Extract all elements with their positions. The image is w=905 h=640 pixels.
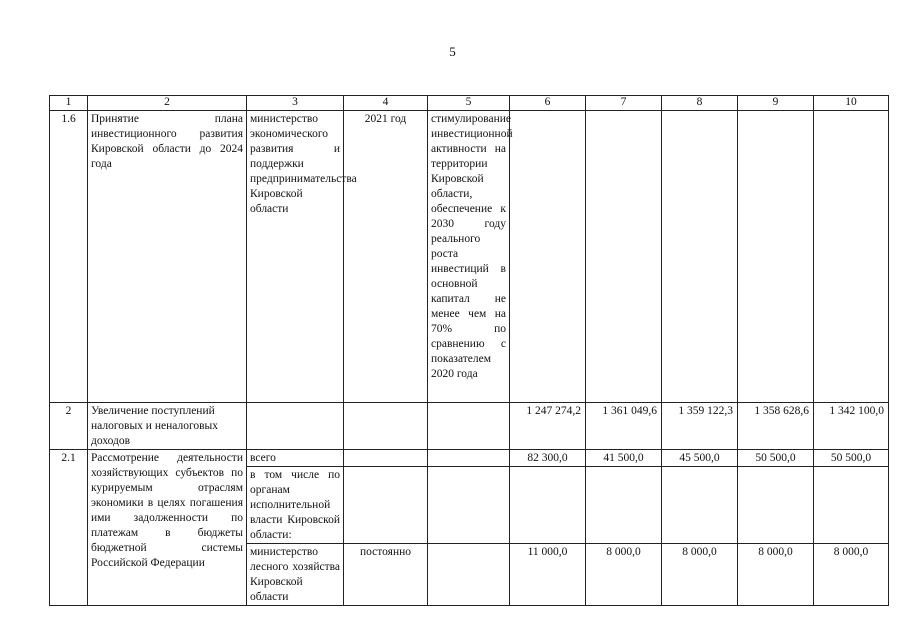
result-cell — [428, 403, 510, 450]
executor-cell: министерство экономического развития и поддержки предпринимательства Кировской области — [247, 111, 344, 403]
value-cell: 8 000,0 — [814, 544, 889, 606]
value-cell: 1 342 100,0 — [814, 403, 889, 450]
value-cell — [586, 467, 662, 544]
plan-table — [49, 95, 889, 606]
column-number: 3 — [247, 96, 344, 111]
result-cell — [428, 544, 510, 606]
column-number: 6 — [510, 96, 586, 111]
value-cell — [510, 111, 586, 403]
result-cell: стимулирование инвестиционной активности на территории Кировской области, обеспечение к 2030 году реального роста инвестиций в основной капитал не менее чем на 70% по сравнению с показателем 2020 года — [428, 111, 510, 403]
value-cell: 82 300,0 — [510, 450, 586, 467]
value-cell — [510, 467, 586, 544]
value-cell: 8 000,0 — [738, 544, 814, 606]
executor-cell: министерство лесного хозяйства Кировской области — [247, 544, 344, 606]
value-cell — [662, 111, 738, 403]
row-number: 2.1 — [50, 450, 88, 606]
value-cell: 50 500,0 — [738, 450, 814, 467]
value-cell — [586, 111, 662, 403]
value-cell: 8 000,0 — [586, 544, 662, 606]
row-number: 1.6 — [50, 111, 88, 403]
value-cell: 41 500,0 — [586, 450, 662, 467]
value-cell — [814, 467, 889, 544]
table-row — [50, 450, 889, 467]
column-number: 1 — [50, 96, 88, 111]
page-number: 5 — [449, 44, 456, 59]
row-number: 2 — [50, 403, 88, 450]
column-number: 2 — [88, 96, 247, 111]
table-row — [50, 403, 889, 450]
value-cell — [738, 467, 814, 544]
column-number: 4 — [344, 96, 428, 111]
value-cell: 1 247 274,2 — [510, 403, 586, 450]
value-cell: 45 500,0 — [662, 450, 738, 467]
executor-cell: в том числе по органам исполнительной власти Кировской области: — [247, 467, 344, 544]
value-cell — [738, 111, 814, 403]
event-cell: Увеличение поступлений налоговых и неналоговых доходов — [88, 403, 247, 450]
column-number: 7 — [586, 96, 662, 111]
result-cell — [428, 467, 510, 544]
event-cell: Рассмотрение деятельности хозяйствующих субъектов по курируемым отраслям экономики в целях погашения ими задолженности по платежам в бюджеты бюджетной системы Российской Федерации — [88, 450, 247, 606]
value-cell: 1 358 628,6 — [738, 403, 814, 450]
column-number: 9 — [738, 96, 814, 111]
term-cell: постоянно — [344, 544, 428, 606]
column-numbers-row — [50, 96, 889, 111]
column-number: 5 — [428, 96, 510, 111]
term-cell: 2021 год — [344, 111, 428, 403]
value-cell: 8 000,0 — [662, 544, 738, 606]
table-row — [50, 111, 889, 403]
value-cell: 50 500,0 — [814, 450, 889, 467]
event-cell: Принятие плана инвестиционного развития Кировской области до 2024 года — [88, 111, 247, 403]
value-cell — [814, 111, 889, 403]
term-cell — [344, 467, 428, 544]
term-cell — [344, 403, 428, 450]
value-cell: 11 000,0 — [510, 544, 586, 606]
result-cell — [428, 450, 510, 467]
value-cell: 1 361 049,6 — [586, 403, 662, 450]
column-number: 10 — [814, 96, 889, 111]
value-cell: 1 359 122,3 — [662, 403, 738, 450]
value-cell — [662, 467, 738, 544]
executor-cell: всего — [247, 450, 344, 467]
column-number: 8 — [662, 96, 738, 111]
term-cell — [344, 450, 428, 467]
executor-cell — [247, 403, 344, 450]
